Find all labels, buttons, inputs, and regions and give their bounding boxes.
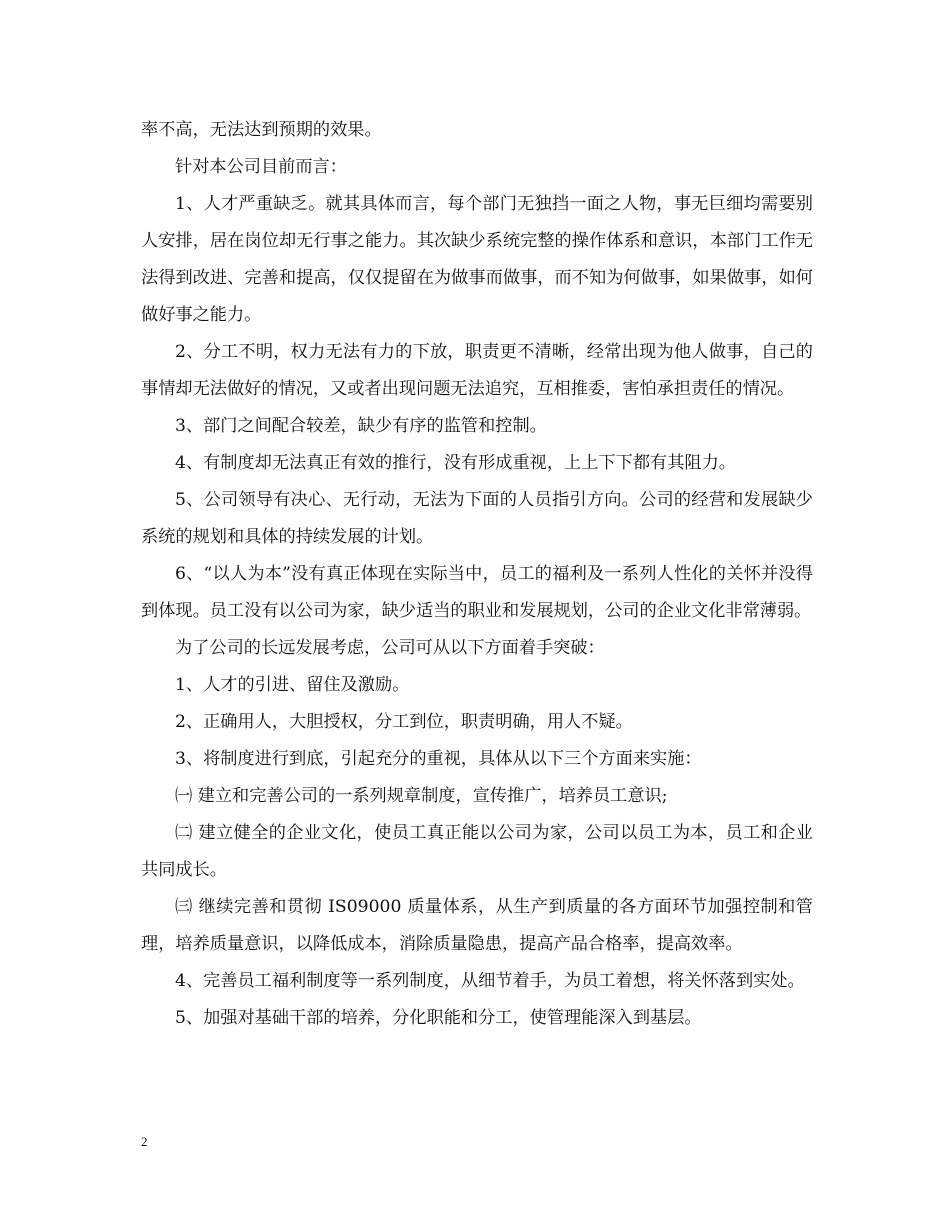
paragraph: 2、正确用人，大胆授权，分工到位，职责明确，用人不疑。 xyxy=(175,712,633,732)
paragraph: 4、有制度却无法真正有效的推行，没有形成重视，上上下下都有其阻力。 xyxy=(175,453,736,473)
paragraph: 率不高，无法达到预期的效果。 xyxy=(141,120,382,140)
paragraph: 5、公司领导有决心、无行动，无法为下面的人员指引方向。公司的经营和发展缺少系统的规划和具体的持续发展的计划。 xyxy=(141,490,813,547)
paragraph: 6、“以人为本”没有真正体现在实际当中，员工的福利及一系列人性化的关怀并没得到体现。员工没有以公司为家，缺少适当的职业和发展规划，公司的企业文化非常薄弱。 xyxy=(141,564,813,621)
paragraph: 3、将制度进行到底，引起充分的重视，具体从以下三个方面来实施： xyxy=(175,749,702,769)
paragraph: ㈡ 建立健全的企业文化，使员工真正能以公司为家，公司以员工为本，员工和企业共同成长。 xyxy=(141,823,813,880)
paragraph: ㈠ 建立和完善公司的一系列规章制度，宣传推广，培养员工意识; xyxy=(175,786,668,806)
page-number: 2 xyxy=(141,1134,148,1149)
paragraph: 5、加强对基础干部的培养，分化职能和分工，使管理能深入到基层。 xyxy=(175,1008,702,1028)
paragraph: 为了公司的长远发展考虑，公司可从以下方面着手突破： xyxy=(175,638,605,658)
paragraph: ㈢ 继续完善和贯彻 IS09000 质量体系，从生产到质量的各方面环节加强控制和管理，培养质量意识，以降低成本，消除质量隐患，提高产品合格率，提高效率。 xyxy=(141,897,813,954)
paragraph: 3、部门之间配合较差，缺少有序的监管和控制。 xyxy=(175,416,547,436)
paragraph: 1、人才的引进、留住及激励。 xyxy=(175,675,410,695)
paragraph: 1、人才严重缺乏。就其具体而言，每个部门无独挡一面之人物，事无巨细均需要别人安排，居在岗位却无行事之能力。其次缺少系统完整的操作体系和意识，本部门工作无法得到改进、完善和提高，仅仅提留在为做事而做事，而不知为何做事，如果做事，如何做好事之能力。 xyxy=(141,194,813,325)
paragraph: 针对本公司目前而言： xyxy=(175,157,347,177)
paragraph: 4、完善员工福利制度等一系列制度，从细节着手，为员工着想，将关怀落到实处。 xyxy=(175,971,805,991)
document-body xyxy=(141,112,813,1037)
paragraph: 2、分工不明，权力无法有力的下放，职责更不清晰，经常出现为他人做事，自己的事情却无法做好的情况，又或者出现问题无法追究，互相推委，害怕承担责任的情况。 xyxy=(141,342,813,399)
